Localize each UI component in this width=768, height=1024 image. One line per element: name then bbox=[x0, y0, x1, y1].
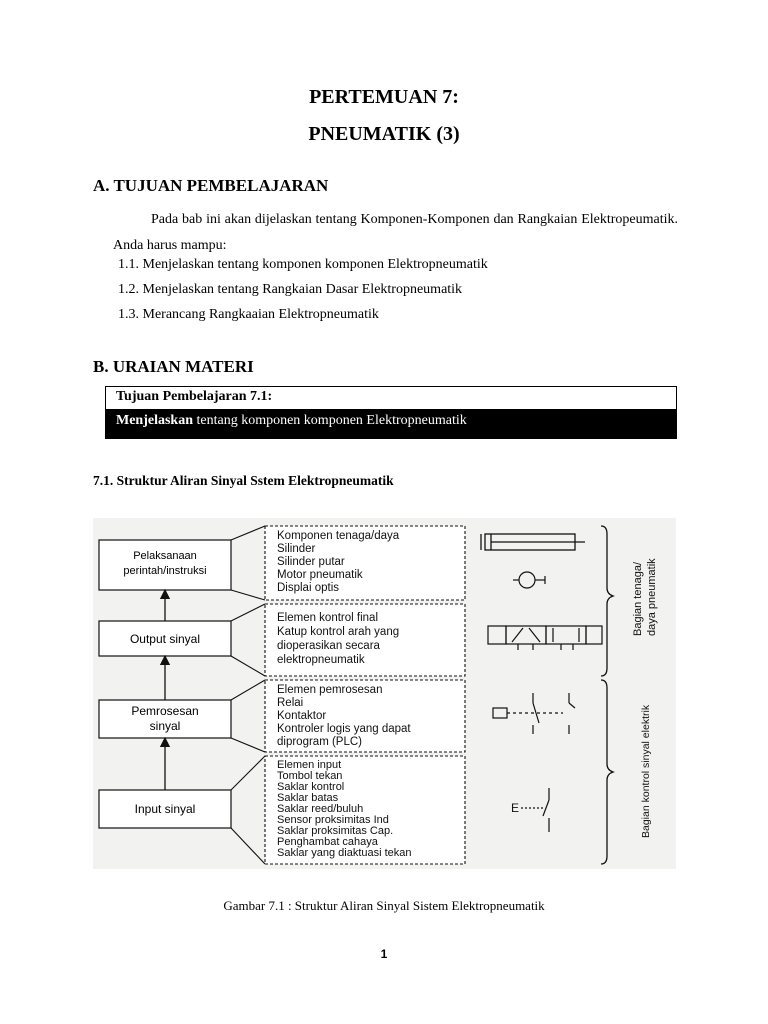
side-label-power bbox=[632, 558, 658, 636]
objective-box-text bbox=[106, 409, 676, 438]
stage-box-execution bbox=[99, 540, 231, 590]
pushbutton-switch-icon bbox=[511, 788, 549, 832]
group-line: Motor pneumatik bbox=[277, 569, 363, 581]
group-line: Saklar batas bbox=[277, 792, 339, 804]
group-line: Silinder putar bbox=[277, 556, 345, 568]
objective-item: 1.2. Menjelaskan tentang Rangkaian Dasar Elektropneumatik bbox=[118, 282, 463, 297]
group-line: Tombol tekan bbox=[277, 770, 343, 782]
connector-lines bbox=[231, 680, 265, 752]
group-line: Elemen kontrol final bbox=[277, 612, 378, 624]
connector-lines bbox=[231, 756, 265, 864]
group-line: diprogram (PLC) bbox=[277, 736, 362, 748]
valve-symbol-icon bbox=[488, 626, 602, 650]
side-label-line: Bagian tenaga/ bbox=[632, 561, 644, 636]
objective-item: 1.1. Menjelaskan tentang komponen komponen Elektropneumatik bbox=[118, 257, 488, 272]
group-line: Elemen pemrosesan bbox=[277, 684, 383, 696]
stage-label: Pelaksanaan bbox=[133, 550, 197, 562]
group-line: Elemen input bbox=[277, 759, 342, 771]
group-line: Komponen tenaga/daya bbox=[277, 530, 400, 542]
stage-label: Pemrosesan bbox=[131, 704, 199, 718]
group-line: Kontroler logis yang dapat bbox=[277, 723, 411, 735]
group-line: Saklar proksimitas Cap. bbox=[277, 825, 394, 837]
group-line: Saklar kontrol bbox=[277, 781, 345, 793]
group-line: elektropneumatik bbox=[277, 654, 365, 666]
objective-box-verb: Menjelaskan bbox=[116, 413, 193, 428]
group-line: Penghambat cahaya bbox=[277, 836, 378, 848]
switch-label: E bbox=[511, 801, 520, 815]
group-line: Saklar reed/buluh bbox=[277, 803, 364, 815]
group-line: Sensor proksimitas Ind bbox=[277, 814, 389, 826]
connector-lines bbox=[231, 604, 265, 676]
section-a-paragraph: Pada bab ini akan dijelaskan tentang Komponen-Komponen dan Rangkaian Elektropeumatik. Anda harus mampu: bbox=[113, 212, 678, 253]
objective-box bbox=[105, 386, 677, 439]
objective-box-rest: tentang komponen komponen Elektropneumatik bbox=[193, 413, 467, 428]
side-label-line: Bagian kontrol sinyal elektrik bbox=[640, 704, 652, 838]
stage-box-input bbox=[99, 790, 231, 828]
section-a-heading: A. TUJUAN PEMBELAJARAN bbox=[93, 176, 329, 195]
stage-label: sinyal bbox=[149, 719, 181, 733]
objective-box-label: Tujuan Pembelajaran 7.1: bbox=[116, 389, 273, 404]
group-line: Relai bbox=[277, 697, 304, 709]
objective-item: 1.3. Merancang Rangkaaian Elektropneumatik bbox=[118, 307, 379, 322]
page-title: PERTEMUAN 7: bbox=[309, 86, 459, 108]
side-label-line: daya pneumatik bbox=[646, 558, 658, 636]
subsection-heading: 7.1. Struktur Aliran Sinyal Sstem Elektropneumatik bbox=[93, 473, 394, 488]
stage-label: Input sinyal bbox=[134, 802, 196, 816]
group-line: Katup kontrol arah yang bbox=[277, 626, 400, 638]
group-line: Silinder bbox=[277, 543, 316, 555]
relay-symbol-icon bbox=[493, 693, 575, 734]
stage-box-processing bbox=[99, 700, 231, 738]
brace-power bbox=[601, 526, 613, 676]
page-number: 1 bbox=[380, 947, 388, 961]
group-line: Displai optis bbox=[277, 582, 339, 594]
brace-signal bbox=[601, 680, 613, 864]
stage-label: perintah/instruksi bbox=[123, 565, 207, 577]
group-line: Kontaktor bbox=[277, 710, 327, 722]
group-line: Saklar yang diaktuasi tekan bbox=[277, 847, 412, 859]
page-subtitle: PNEUMATIK (3) bbox=[308, 123, 460, 145]
signal-flow-figure bbox=[93, 518, 676, 869]
stage-box-output bbox=[99, 621, 231, 656]
group-line: dioperasikan secara bbox=[277, 640, 380, 652]
section-b-heading: B. URAIAN MATERI bbox=[93, 357, 254, 376]
side-label-signal bbox=[640, 704, 652, 838]
stage-label: Output sinyal bbox=[129, 632, 201, 646]
cylinder-symbol-icon bbox=[481, 534, 585, 550]
signal-flow-diagram bbox=[93, 518, 676, 869]
connector-lines bbox=[231, 526, 265, 600]
figure-caption: Gambar 7.1 : Struktur Aliran Sinyal Sistem Elektropneumatik bbox=[223, 898, 545, 913]
motor-symbol-icon bbox=[513, 572, 545, 588]
